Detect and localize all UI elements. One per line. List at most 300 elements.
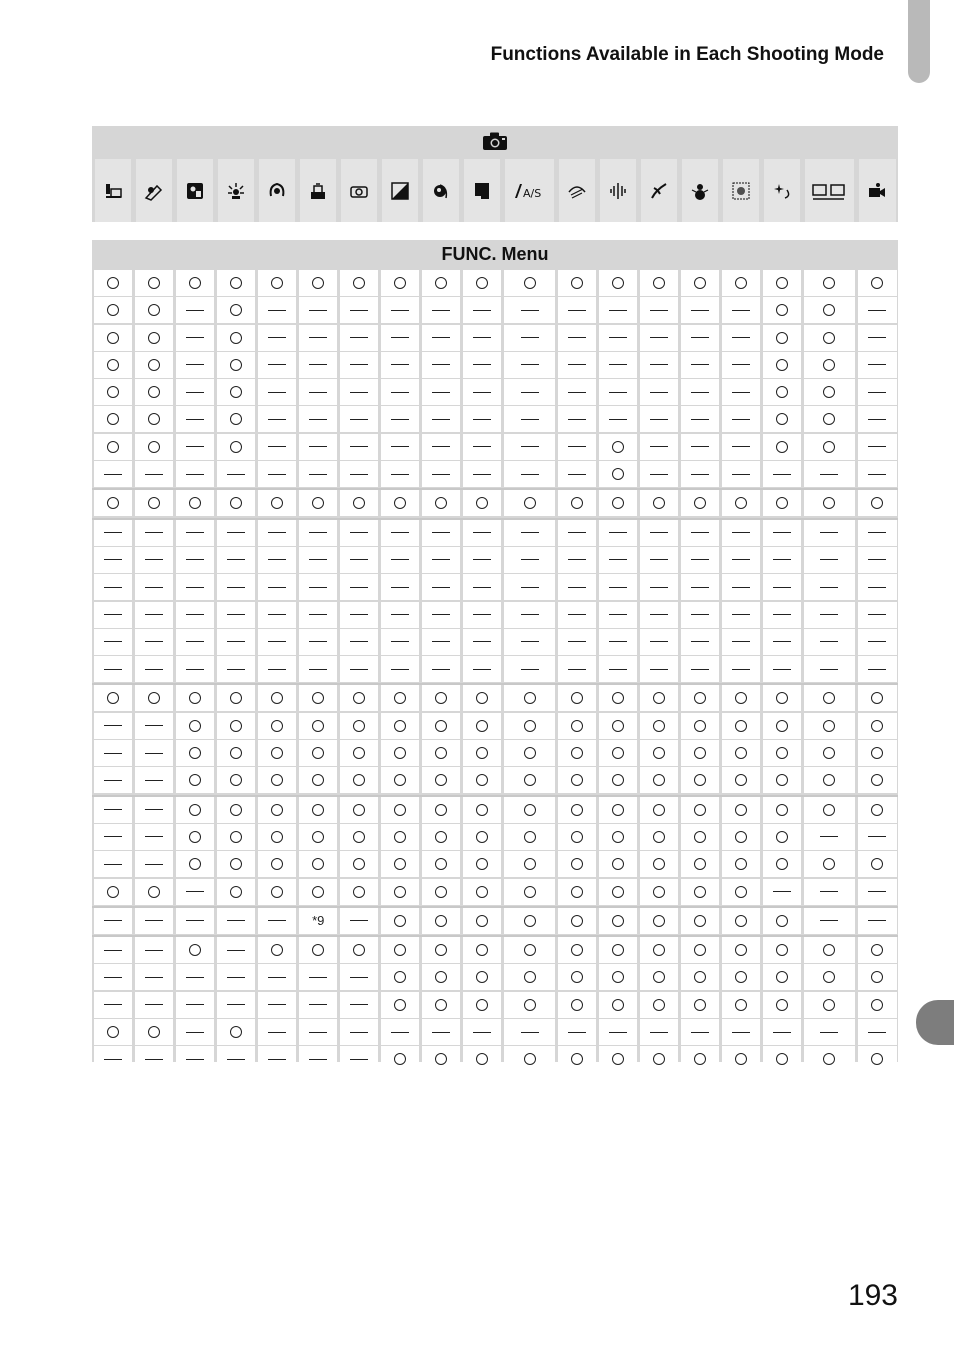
table-cell <box>422 490 460 516</box>
available-mark <box>476 831 488 843</box>
available-mark <box>823 497 835 509</box>
unavailable-mark <box>145 780 163 781</box>
table-cell <box>763 797 801 823</box>
table-cell <box>94 1046 133 1072</box>
unavailable-mark <box>473 559 491 560</box>
table-cell <box>681 434 719 460</box>
table-cell <box>135 1019 173 1045</box>
unavailable-mark <box>350 392 368 393</box>
table-cell <box>804 602 855 628</box>
available-mark <box>524 831 536 843</box>
table-cell <box>217 797 255 823</box>
super-vivid-icon <box>430 180 452 202</box>
table-cell <box>504 713 555 739</box>
available-mark <box>871 747 883 759</box>
table-cell <box>258 656 296 682</box>
unavailable-mark <box>820 474 838 475</box>
table-cell <box>804 685 855 711</box>
table-cell <box>258 406 296 432</box>
table-cell <box>135 797 173 823</box>
available-mark <box>694 886 706 898</box>
table-cell <box>381 406 419 432</box>
available-mark <box>871 774 883 786</box>
available-mark <box>735 1053 747 1065</box>
unavailable-mark <box>309 669 327 670</box>
table-cell <box>381 490 419 516</box>
table-cell <box>340 1046 378 1072</box>
available-mark <box>571 886 583 898</box>
table-row <box>92 992 898 1019</box>
unavailable-mark <box>227 669 245 670</box>
table-row <box>92 1046 898 1073</box>
table-cell <box>504 797 555 823</box>
table-cell <box>340 908 378 934</box>
unavailable-mark <box>773 587 791 588</box>
available-mark <box>694 692 706 704</box>
available-mark <box>776 774 788 786</box>
snow-icon <box>689 180 711 202</box>
table-cell <box>381 824 419 850</box>
table-cell <box>558 325 596 351</box>
available-mark <box>612 692 624 704</box>
table-cell <box>135 490 173 516</box>
table-row <box>92 352 898 379</box>
table-cell <box>558 713 596 739</box>
available-mark <box>823 441 835 453</box>
table-cell <box>763 547 801 573</box>
table-cell <box>763 434 801 460</box>
unavailable-mark <box>609 587 627 588</box>
available-mark <box>148 332 160 344</box>
table-row <box>92 547 898 574</box>
table-row <box>92 379 898 406</box>
unavailable-mark <box>268 559 286 560</box>
table-cell <box>681 379 719 405</box>
unavailable-mark <box>145 669 163 670</box>
table-cell <box>722 520 760 546</box>
available-mark <box>823 277 835 289</box>
table-cell <box>722 574 760 600</box>
unavailable-mark <box>650 364 668 365</box>
unavailable-mark <box>473 669 491 670</box>
unavailable-mark <box>868 419 886 420</box>
table-cell <box>340 602 378 628</box>
table-cell <box>381 602 419 628</box>
unavailable-mark <box>104 614 122 615</box>
table-cell <box>722 602 760 628</box>
unavailable-mark <box>268 920 286 921</box>
table-cell <box>381 767 419 793</box>
unavailable-mark <box>568 641 586 642</box>
available-mark <box>735 692 747 704</box>
table-cell <box>558 461 596 487</box>
table-cell <box>135 713 173 739</box>
unavailable-mark <box>350 337 368 338</box>
available-mark <box>653 277 665 289</box>
table-cell <box>504 520 555 546</box>
available-mark <box>230 277 242 289</box>
unavailable-mark <box>227 977 245 978</box>
available-mark <box>353 720 365 732</box>
table-cell <box>340 713 378 739</box>
mode-icon-box <box>723 159 759 222</box>
table-cell <box>176 270 214 296</box>
kids-pets-icon <box>184 180 206 202</box>
unavailable-mark <box>186 310 204 311</box>
available-mark <box>653 915 665 927</box>
table-cell <box>558 879 596 905</box>
unavailable-mark <box>773 532 791 533</box>
unavailable-mark <box>350 532 368 533</box>
unavailable-mark <box>650 587 668 588</box>
unavailable-mark <box>104 641 122 642</box>
available-mark <box>435 858 447 870</box>
table-cell <box>176 685 214 711</box>
available-mark <box>735 747 747 759</box>
unavailable-mark <box>473 587 491 588</box>
table-cell <box>858 434 897 460</box>
table-cell <box>722 740 760 766</box>
table-cell <box>94 629 133 655</box>
long-shutter-icon <box>771 180 793 202</box>
table-cell <box>217 325 255 351</box>
table-cell <box>176 406 214 432</box>
table-row <box>92 270 898 297</box>
table-cell <box>681 685 719 711</box>
table-cell <box>381 379 419 405</box>
table-cell <box>299 434 337 460</box>
available-mark <box>612 277 624 289</box>
table-cell <box>135 297 173 323</box>
mode-column-header <box>134 159 175 222</box>
available-mark <box>823 359 835 371</box>
unavailable-mark <box>691 446 709 447</box>
table-cell <box>258 629 296 655</box>
table-cell <box>94 797 133 823</box>
table-cell <box>558 379 596 405</box>
table-cell <box>176 824 214 850</box>
table-cell <box>504 740 555 766</box>
table-cell <box>135 824 173 850</box>
mode-icon-box <box>95 159 132 222</box>
table-cell <box>504 297 555 323</box>
table-cell <box>722 406 760 432</box>
table-cell <box>804 520 855 546</box>
table-row <box>92 434 898 461</box>
toy-camera-icon <box>648 180 670 202</box>
available-mark <box>353 804 365 816</box>
table-cell <box>599 574 637 600</box>
table-cell <box>381 740 419 766</box>
table-cell <box>217 767 255 793</box>
table-cell <box>858 461 897 487</box>
available-mark <box>394 915 406 927</box>
available-mark <box>735 804 747 816</box>
table-cell <box>722 797 760 823</box>
table-cell <box>804 992 855 1018</box>
poster-effect-icon <box>471 180 493 202</box>
available-mark <box>230 359 242 371</box>
unavailable-mark <box>521 392 539 393</box>
side-index-tab <box>916 1000 954 1045</box>
table-cell <box>804 937 855 963</box>
available-mark <box>653 831 665 843</box>
table-cell <box>599 713 637 739</box>
available-mark <box>776 971 788 983</box>
table-cell <box>176 602 214 628</box>
available-mark <box>435 971 447 983</box>
unavailable-mark <box>227 559 245 560</box>
table-cell <box>258 1019 296 1045</box>
table-cell <box>381 434 419 460</box>
available-mark <box>476 804 488 816</box>
unavailable-mark <box>568 392 586 393</box>
mode-column-header <box>761 159 802 222</box>
table-row <box>92 767 898 794</box>
mode-icon-box <box>177 159 213 222</box>
table-cell <box>858 520 897 546</box>
table-cell <box>176 297 214 323</box>
unavailable-mark <box>521 446 539 447</box>
unavailable-mark <box>391 614 409 615</box>
table-cell <box>340 379 378 405</box>
mode-column-header <box>679 159 720 222</box>
table-cell <box>804 1019 855 1045</box>
unavailable-mark <box>868 364 886 365</box>
table-cell <box>463 851 501 877</box>
table-cell <box>217 656 255 682</box>
unavailable-mark <box>568 474 586 475</box>
table-cell <box>599 520 637 546</box>
unavailable-mark <box>609 310 627 311</box>
available-mark <box>612 774 624 786</box>
table-cell <box>299 520 337 546</box>
table-cell <box>504 937 555 963</box>
table-cell <box>340 547 378 573</box>
table-cell <box>299 713 337 739</box>
unavailable-mark <box>820 920 838 921</box>
table-cell <box>176 713 214 739</box>
available-mark <box>148 277 160 289</box>
table-cell <box>681 879 719 905</box>
table-cell <box>135 574 173 600</box>
available-mark <box>823 332 835 344</box>
available-mark <box>871 277 883 289</box>
unavailable-mark <box>650 474 668 475</box>
mode-column-header <box>597 159 638 222</box>
unavailable-mark <box>268 474 286 475</box>
table-cell <box>558 520 596 546</box>
available-mark <box>612 915 624 927</box>
table-cell <box>463 434 501 460</box>
table-cell <box>258 379 296 405</box>
table-cell <box>858 879 897 905</box>
available-mark <box>776 277 788 289</box>
table-cell <box>640 602 678 628</box>
table-cell <box>299 461 337 487</box>
table-cell <box>176 937 214 963</box>
table-cell <box>422 851 460 877</box>
unavailable-mark <box>691 532 709 533</box>
table-cell <box>804 824 855 850</box>
available-mark <box>189 277 201 289</box>
available-mark <box>476 747 488 759</box>
table-cell <box>504 270 555 296</box>
available-mark <box>871 804 883 816</box>
unavailable-mark <box>186 669 204 670</box>
table-cell <box>381 797 419 823</box>
unavailable-mark <box>521 532 539 533</box>
unavailable-mark <box>868 532 886 533</box>
table-cell <box>463 547 501 573</box>
table-cell <box>94 964 133 990</box>
table-cell <box>217 824 255 850</box>
table-cell <box>599 767 637 793</box>
table-cell <box>422 937 460 963</box>
available-mark <box>476 720 488 732</box>
table-cell <box>381 992 419 1018</box>
unavailable-mark <box>691 364 709 365</box>
unavailable-mark <box>432 392 450 393</box>
available-mark <box>271 831 283 843</box>
unavailable-mark <box>432 614 450 615</box>
unavailable-mark <box>820 587 838 588</box>
available-mark <box>612 971 624 983</box>
available-mark <box>189 692 201 704</box>
unavailable-mark <box>473 532 491 533</box>
unavailable-mark <box>773 614 791 615</box>
available-mark <box>230 386 242 398</box>
unavailable-mark <box>145 753 163 754</box>
unavailable-mark <box>186 532 204 533</box>
unavailable-mark <box>268 1059 286 1060</box>
unavailable-mark <box>104 864 122 865</box>
table-cell <box>258 602 296 628</box>
unavailable-mark <box>691 392 709 393</box>
table-cell <box>722 270 760 296</box>
table-cell <box>299 740 337 766</box>
table-cell <box>722 1046 760 1072</box>
available-mark <box>524 804 536 816</box>
table-cell <box>858 908 897 934</box>
unavailable-mark <box>145 474 163 475</box>
unavailable-mark <box>473 474 491 475</box>
available-mark <box>694 831 706 843</box>
available-mark <box>524 1053 536 1065</box>
available-mark <box>653 692 665 704</box>
table-cell <box>504 629 555 655</box>
available-mark <box>571 277 583 289</box>
unavailable-mark <box>391 419 409 420</box>
table-cell <box>217 406 255 432</box>
table-cell <box>763 767 801 793</box>
table-cell <box>504 461 555 487</box>
table-cell <box>340 685 378 711</box>
available-mark <box>571 720 583 732</box>
available-mark <box>476 277 488 289</box>
mode-icon-box <box>136 159 172 222</box>
available-mark <box>353 747 365 759</box>
table-cell <box>640 325 678 351</box>
unavailable-mark <box>432 1032 450 1033</box>
table-cell <box>94 992 133 1018</box>
available-mark <box>823 747 835 759</box>
unavailable-mark <box>350 614 368 615</box>
available-mark <box>312 774 324 786</box>
table-cell <box>722 713 760 739</box>
available-mark <box>571 747 583 759</box>
available-mark <box>776 497 788 509</box>
table-cell <box>804 461 855 487</box>
camera-mode-bar <box>92 126 898 156</box>
available-mark <box>107 1026 119 1038</box>
available-mark <box>394 720 406 732</box>
unavailable-mark <box>691 669 709 670</box>
available-mark <box>394 692 406 704</box>
available-mark <box>271 692 283 704</box>
table-cell <box>722 767 760 793</box>
available-mark <box>524 774 536 786</box>
table-cell <box>94 490 133 516</box>
table-cell <box>381 685 419 711</box>
table-cell <box>558 434 596 460</box>
unavailable-mark <box>104 474 122 475</box>
unavailable-mark <box>186 1032 204 1033</box>
available-mark <box>694 944 706 956</box>
available-mark <box>776 720 788 732</box>
table-cell <box>422 520 460 546</box>
table-cell <box>381 629 419 655</box>
table-cell <box>258 297 296 323</box>
table-cell <box>504 547 555 573</box>
available-mark <box>148 497 160 509</box>
table-cell <box>258 574 296 600</box>
unavailable-mark <box>145 1004 163 1005</box>
table-cell <box>681 713 719 739</box>
table-cell <box>135 1046 173 1072</box>
table-cell <box>640 767 678 793</box>
table-cell <box>463 1019 501 1045</box>
table-cell <box>599 740 637 766</box>
table-cell <box>299 656 337 682</box>
table-cell <box>463 629 501 655</box>
mode-column-header <box>380 159 421 222</box>
mode-icon-box <box>464 159 500 222</box>
unavailable-mark <box>186 641 204 642</box>
available-mark <box>735 277 747 289</box>
table-cell <box>176 1046 214 1072</box>
unavailable-mark <box>309 337 327 338</box>
available-mark <box>189 497 201 509</box>
unavailable-mark <box>186 1059 204 1060</box>
table-cell <box>340 629 378 655</box>
mode-icon-box <box>641 159 677 222</box>
table-cell <box>258 1046 296 1072</box>
available-mark <box>612 886 624 898</box>
unavailable-mark <box>732 446 750 447</box>
unavailable-mark <box>691 474 709 475</box>
unavailable-mark <box>650 614 668 615</box>
table-cell <box>258 352 296 378</box>
table-cell <box>640 937 678 963</box>
table-cell <box>763 406 801 432</box>
table-cell <box>804 434 855 460</box>
table-cell <box>558 656 596 682</box>
table-cell <box>504 908 555 934</box>
available-mark <box>612 944 624 956</box>
table-row <box>92 297 898 324</box>
unavailable-mark <box>868 474 886 475</box>
